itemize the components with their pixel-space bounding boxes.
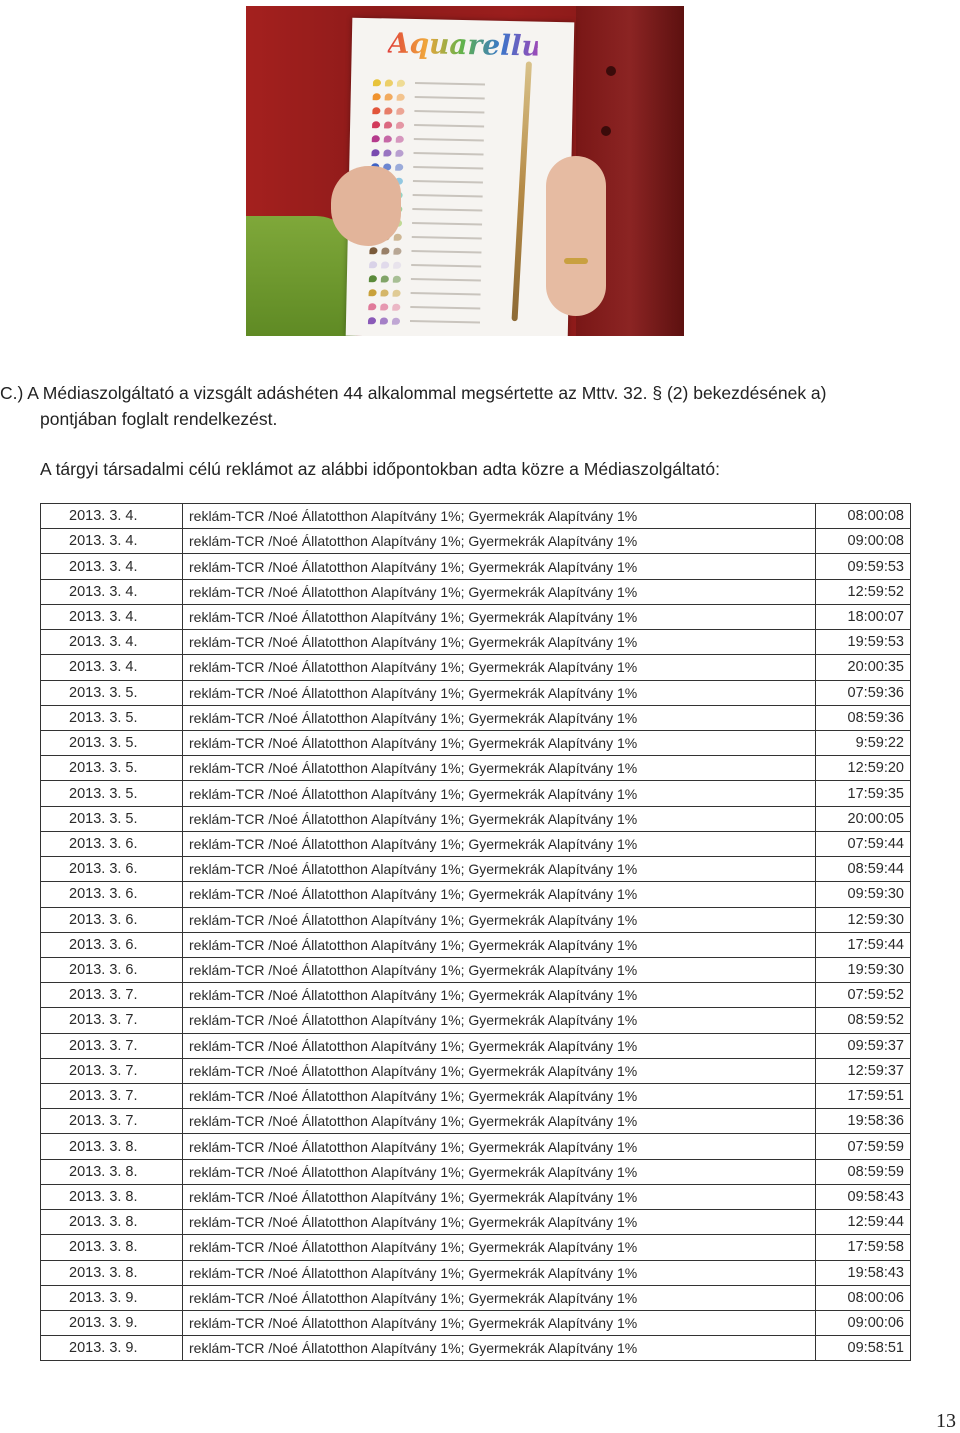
date-cell: 2013. 3. 6. — [41, 831, 183, 856]
time-cell: 07:59:52 — [816, 983, 911, 1008]
paint-drop — [397, 80, 405, 87]
description-cell: reklám-TCR /Noé Állatotthon Alapítvány 1%; Gyermekrák Alapítvány 1% — [183, 932, 816, 957]
time-cell: 09:59:37 — [816, 1033, 911, 1058]
time-cell: 08:59:52 — [816, 1008, 911, 1033]
color-swatch-row — [372, 115, 502, 125]
description-cell: reklám-TCR /Noé Állatotthon Alapítvány 1%; Gyermekrák Alapítvány 1% — [183, 831, 816, 856]
table-row — [41, 907, 911, 932]
color-name-line — [413, 166, 483, 169]
paint-drop — [369, 275, 377, 282]
color-swatch-row — [369, 255, 499, 265]
paint-drop — [368, 303, 376, 310]
paint-drop — [393, 276, 401, 283]
paint-drop — [372, 107, 380, 114]
paint-drop — [372, 121, 380, 128]
table-row — [41, 655, 911, 680]
description-cell: reklám-TCR /Noé Állatotthon Alapítvány 1%; Gyermekrák Alapítvány 1% — [183, 1008, 816, 1033]
description-cell: reklám-TCR /Noé Állatotthon Alapítvány 1%; Gyermekrák Alapítvány 1% — [183, 554, 816, 579]
color-swatch-row — [368, 311, 498, 321]
time-cell: 17:59:51 — [816, 1084, 911, 1109]
time-cell: 12:59:37 — [816, 1058, 911, 1083]
paint-drop — [372, 135, 380, 142]
time-cell: 20:00:35 — [816, 655, 911, 680]
table-row — [41, 1285, 911, 1310]
paint-drop — [392, 318, 400, 325]
description-cell: reklám-TCR /Noé Állatotthon Alapítvány 1%; Gyermekrák Alapítvány 1% — [183, 907, 816, 932]
color-name-line — [412, 222, 482, 225]
section-intro: A tárgyi társadalmi célú reklámot az alábbi időpontokban adta közre a Médiaszolgáltató: — [40, 459, 720, 479]
date-cell: 2013. 3. 5. — [41, 781, 183, 806]
color-swatch-row — [373, 87, 503, 97]
table-row — [41, 882, 911, 907]
date-cell: 2013. 3. 4. — [41, 630, 183, 655]
description-cell: reklám-TCR /Noé Állatotthon Alapítvány 1%; Gyermekrák Alapítvány 1% — [183, 1311, 816, 1336]
date-cell: 2013. 3. 4. — [41, 655, 183, 680]
table-row — [41, 1235, 911, 1260]
table-row — [41, 730, 911, 755]
color-swatch-row — [368, 297, 498, 307]
table-row — [41, 1210, 911, 1235]
description-cell: reklám-TCR /Noé Állatotthon Alapítvány 1%; Gyermekrák Alapítvány 1% — [183, 1336, 816, 1361]
paint-drop — [381, 289, 389, 296]
date-cell: 2013. 3. 9. — [41, 1285, 183, 1310]
ring — [564, 258, 588, 264]
date-cell: 2013. 3. 4. — [41, 529, 183, 554]
date-cell: 2013. 3. 9. — [41, 1336, 183, 1361]
date-cell: 2013. 3. 7. — [41, 983, 183, 1008]
table-row — [41, 983, 911, 1008]
table-row — [41, 857, 911, 882]
table-row — [41, 529, 911, 554]
color-name-line — [412, 208, 482, 211]
time-cell: 18:00:07 — [816, 604, 911, 629]
date-cell: 2013. 3. 4. — [41, 579, 183, 604]
jacket-button — [606, 66, 616, 76]
paint-drop — [395, 150, 403, 157]
paint-drop — [369, 261, 377, 268]
paint-drop — [384, 121, 392, 128]
jacket-button — [601, 126, 611, 136]
date-cell: 2013. 3. 5. — [41, 806, 183, 831]
broadcast-schedule-table — [40, 503, 911, 1361]
date-cell: 2013. 3. 6. — [41, 882, 183, 907]
description-cell: reklám-TCR /Noé Állatotthon Alapítvány 1%; Gyermekrák Alapítvány 1% — [183, 1184, 816, 1209]
time-cell: 07:59:44 — [816, 831, 911, 856]
time-cell: 12:59:20 — [816, 756, 911, 781]
description-cell: reklám-TCR /Noé Állatotthon Alapítvány 1%; Gyermekrák Alapítvány 1% — [183, 1109, 816, 1134]
description-cell: reklám-TCR /Noé Állatotthon Alapítvány 1%; Gyermekrák Alapítvány 1% — [183, 655, 816, 680]
date-cell: 2013. 3. 5. — [41, 756, 183, 781]
description-cell: reklám-TCR /Noé Állatotthon Alapítvány 1%; Gyermekrák Alapítvány 1% — [183, 1084, 816, 1109]
description-cell: reklám-TCR /Noé Állatotthon Alapítvány 1%; Gyermekrák Alapítvány 1% — [183, 1210, 816, 1235]
color-name-line — [414, 152, 484, 155]
date-cell: 2013. 3. 7. — [41, 1033, 183, 1058]
paint-drop — [397, 94, 405, 101]
photo-aquarellum-card — [246, 6, 684, 336]
paint-drop — [385, 93, 393, 100]
table-row — [41, 1084, 911, 1109]
table-row — [41, 1311, 911, 1336]
time-cell: 07:59:59 — [816, 1134, 911, 1159]
table-row — [41, 781, 911, 806]
paint-drop — [380, 303, 388, 310]
paint-drop — [392, 304, 400, 311]
page-number: 13 — [936, 1410, 956, 1432]
paint-drop — [373, 79, 381, 86]
date-cell: 2013. 3. 8. — [41, 1159, 183, 1184]
date-cell: 2013. 3. 5. — [41, 730, 183, 755]
date-cell: 2013. 3. 4. — [41, 504, 183, 529]
color-name-line — [414, 138, 484, 141]
time-cell: 08:59:36 — [816, 705, 911, 730]
description-cell: reklám-TCR /Noé Állatotthon Alapítvány 1%; Gyermekrák Alapítvány 1% — [183, 857, 816, 882]
description-cell: reklám-TCR /Noé Állatotthon Alapítvány 1%; Gyermekrák Alapítvány 1% — [183, 1159, 816, 1184]
table-row — [41, 806, 911, 831]
time-cell: 17:59:44 — [816, 932, 911, 957]
paint-brush — [512, 61, 533, 321]
paint-drop — [393, 262, 401, 269]
paint-drop — [384, 135, 392, 142]
color-name-line — [410, 306, 480, 309]
paint-drop — [383, 149, 391, 156]
paint-drop — [393, 248, 401, 255]
time-cell: 17:59:35 — [816, 781, 911, 806]
table-row — [41, 1184, 911, 1209]
time-cell: 19:59:53 — [816, 630, 911, 655]
description-cell: reklám-TCR /Noé Állatotthon Alapítvány 1%; Gyermekrák Alapítvány 1% — [183, 983, 816, 1008]
table-row — [41, 604, 911, 629]
color-name-line — [415, 96, 485, 99]
table-row — [41, 579, 911, 604]
paint-drop — [384, 107, 392, 114]
date-cell: 2013. 3. 7. — [41, 1084, 183, 1109]
table-row — [41, 1109, 911, 1134]
paint-drop — [393, 290, 401, 297]
table-row — [41, 1033, 911, 1058]
table-row — [41, 1134, 911, 1159]
paint-drop — [396, 136, 404, 143]
color-swatch-row — [373, 73, 503, 83]
description-cell: reklám-TCR /Noé Állatotthon Alapítvány 1%; Gyermekrák Alapítvány 1% — [183, 756, 816, 781]
color-name-line — [411, 264, 481, 267]
description-cell: reklám-TCR /Noé Állatotthon Alapítvány 1%; Gyermekrák Alapítvány 1% — [183, 1260, 816, 1285]
description-cell: reklám-TCR /Noé Állatotthon Alapítvány 1%; Gyermekrák Alapítvány 1% — [183, 1033, 816, 1058]
date-cell: 2013. 3. 9. — [41, 1311, 183, 1336]
color-swatch-row — [372, 143, 502, 153]
table-row — [41, 1008, 911, 1033]
color-name-line — [414, 124, 484, 127]
time-cell: 19:58:36 — [816, 1109, 911, 1134]
paint-drop — [369, 247, 377, 254]
time-cell: 08:59:44 — [816, 857, 911, 882]
color-swatch-row — [371, 157, 501, 167]
description-cell: reklám-TCR /Noé Állatotthon Alapítvány 1%; Gyermekrák Alapítvány 1% — [183, 579, 816, 604]
date-cell: 2013. 3. 8. — [41, 1184, 183, 1209]
color-name-line — [412, 236, 482, 239]
date-cell: 2013. 3. 7. — [41, 1008, 183, 1033]
time-cell: 08:00:06 — [816, 1285, 911, 1310]
paint-drop — [395, 164, 403, 171]
paint-drop — [368, 317, 376, 324]
paint-drop — [373, 93, 381, 100]
table-row — [41, 504, 911, 529]
color-name-line — [411, 250, 481, 253]
date-cell: 2013. 3. 6. — [41, 907, 183, 932]
table-row — [41, 1260, 911, 1285]
time-cell: 12:59:30 — [816, 907, 911, 932]
paint-drop — [381, 247, 389, 254]
date-cell: 2013. 3. 8. — [41, 1235, 183, 1260]
paint-drop — [371, 149, 379, 156]
right-hand — [546, 156, 606, 316]
description-cell: reklám-TCR /Noé Állatotthon Alapítvány 1%; Gyermekrák Alapítvány 1% — [183, 781, 816, 806]
description-cell: reklám-TCR /Noé Állatotthon Alapítvány 1%; Gyermekrák Alapítvány 1% — [183, 680, 816, 705]
table-row — [41, 957, 911, 982]
description-cell: reklám-TCR /Noé Állatotthon Alapítvány 1%; Gyermekrák Alapítvány 1% — [183, 730, 816, 755]
section-line-2: pontjában foglalt rendelkezést. — [40, 409, 278, 429]
paint-drop — [394, 234, 402, 241]
time-cell: 20:00:05 — [816, 806, 911, 831]
date-cell: 2013. 3. 8. — [41, 1210, 183, 1235]
date-cell: 2013. 3. 4. — [41, 554, 183, 579]
time-cell: 07:59:36 — [816, 680, 911, 705]
paint-drop — [381, 261, 389, 268]
table-row — [41, 680, 911, 705]
paint-drop — [396, 122, 404, 129]
background-green-object — [246, 216, 356, 336]
table-row — [41, 1336, 911, 1361]
table-row — [41, 756, 911, 781]
date-cell: 2013. 3. 8. — [41, 1134, 183, 1159]
description-cell: reklám-TCR /Noé Állatotthon Alapítvány 1%; Gyermekrák Alapítvány 1% — [183, 705, 816, 730]
time-cell: 09:58:43 — [816, 1184, 911, 1209]
date-cell: 2013. 3. 8. — [41, 1260, 183, 1285]
time-cell: 12:59:44 — [816, 1210, 911, 1235]
paint-drop — [381, 275, 389, 282]
color-name-line — [410, 320, 480, 323]
time-cell: 19:58:43 — [816, 1260, 911, 1285]
table-row — [41, 1159, 911, 1184]
color-swatch-row — [372, 129, 502, 139]
color-swatch-row — [369, 269, 499, 279]
time-cell: 9:59:22 — [816, 730, 911, 755]
time-cell: 08:59:59 — [816, 1159, 911, 1184]
time-cell: 19:59:30 — [816, 957, 911, 982]
date-cell: 2013. 3. 7. — [41, 1109, 183, 1134]
table-row — [41, 831, 911, 856]
color-name-line — [413, 180, 483, 183]
date-cell: 2013. 3. 5. — [41, 680, 183, 705]
table-row — [41, 705, 911, 730]
date-cell: 2013. 3. 6. — [41, 857, 183, 882]
card-logo: Aquarellum — [387, 26, 572, 64]
date-cell: 2013. 3. 6. — [41, 957, 183, 982]
time-cell: 09:59:30 — [816, 882, 911, 907]
color-name-line — [413, 194, 483, 197]
color-name-line — [415, 82, 485, 85]
section-line-1: C.) A Médiaszolgáltató a vizsgált adáshéten 44 alkalommal megsértette az Mttv. 32. § (2) bekezdésének a) — [0, 383, 827, 403]
time-cell: 17:59:58 — [816, 1235, 911, 1260]
description-cell: reklám-TCR /Noé Állatotthon Alapítvány 1%; Gyermekrák Alapítvány 1% — [183, 529, 816, 554]
description-cell: reklám-TCR /Noé Állatotthon Alapítvány 1%; Gyermekrák Alapítvány 1% — [183, 806, 816, 831]
description-cell: reklám-TCR /Noé Állatotthon Alapítvány 1%; Gyermekrák Alapítvány 1% — [183, 1058, 816, 1083]
date-cell: 2013. 3. 7. — [41, 1058, 183, 1083]
color-name-line — [414, 110, 484, 113]
description-cell: reklám-TCR /Noé Állatotthon Alapítvány 1%; Gyermekrák Alapítvány 1% — [183, 957, 816, 982]
description-cell: reklám-TCR /Noé Állatotthon Alapítvány 1%; Gyermekrák Alapítvány 1% — [183, 604, 816, 629]
date-cell: 2013. 3. 5. — [41, 705, 183, 730]
paint-drop — [385, 79, 393, 86]
table-row — [41, 554, 911, 579]
description-cell: reklám-TCR /Noé Állatotthon Alapítvány 1%; Gyermekrák Alapítvány 1% — [183, 504, 816, 529]
description-cell: reklám-TCR /Noé Állatotthon Alapítvány 1%; Gyermekrák Alapítvány 1% — [183, 1285, 816, 1310]
date-cell: 2013. 3. 4. — [41, 604, 183, 629]
paint-drop — [396, 108, 404, 115]
time-cell: 09:59:53 — [816, 554, 911, 579]
description-cell: reklám-TCR /Noé Állatotthon Alapítvány 1%; Gyermekrák Alapítvány 1% — [183, 630, 816, 655]
color-name-line — [411, 278, 481, 281]
color-swatch-row — [370, 241, 500, 251]
time-cell: 12:59:52 — [816, 579, 911, 604]
table-row — [41, 630, 911, 655]
color-swatch-row — [372, 101, 502, 111]
table-row — [41, 1058, 911, 1083]
time-cell: 09:58:51 — [816, 1336, 911, 1361]
time-cell: 09:00:06 — [816, 1311, 911, 1336]
description-cell: reklám-TCR /Noé Állatotthon Alapítvány 1%; Gyermekrák Alapítvány 1% — [183, 882, 816, 907]
color-swatch-row — [369, 283, 499, 293]
time-cell: 09:00:08 — [816, 529, 911, 554]
description-cell: reklám-TCR /Noé Állatotthon Alapítvány 1%; Gyermekrák Alapítvány 1% — [183, 1134, 816, 1159]
paint-drop — [369, 289, 377, 296]
date-cell: 2013. 3. 6. — [41, 932, 183, 957]
left-hand — [331, 166, 401, 246]
color-name-line — [411, 292, 481, 295]
time-cell: 08:00:08 — [816, 504, 911, 529]
table-body — [41, 504, 911, 1361]
table-row — [41, 932, 911, 957]
paint-drop — [380, 317, 388, 324]
description-cell: reklám-TCR /Noé Állatotthon Alapítvány 1%; Gyermekrák Alapítvány 1% — [183, 1235, 816, 1260]
